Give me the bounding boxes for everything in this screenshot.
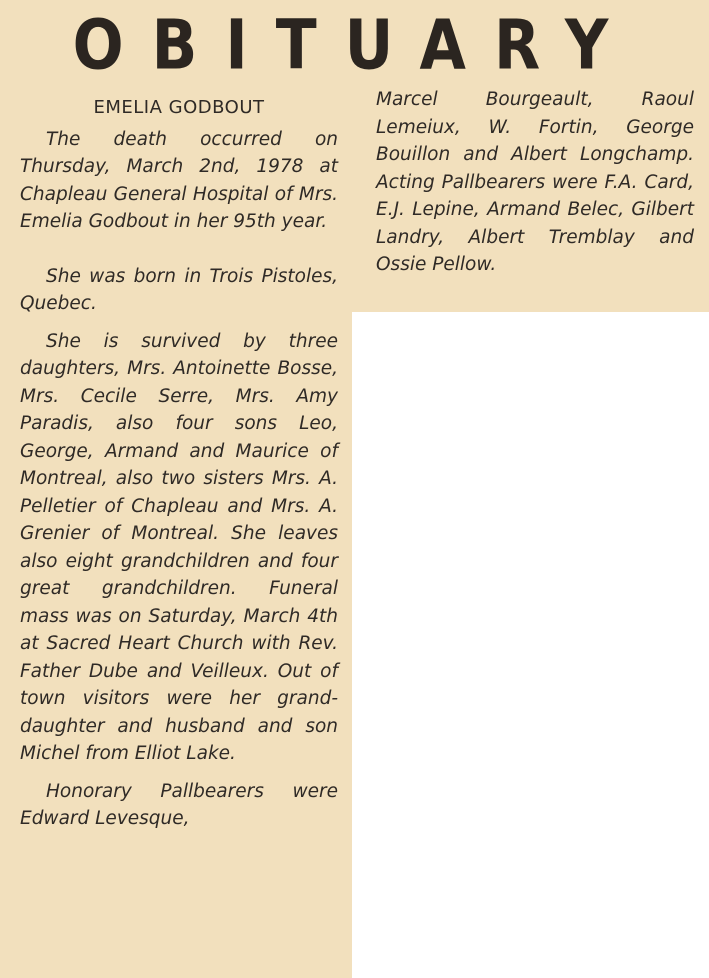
- paragraph-birthplace: She was born in Trois Pistoles, Quebec.: [20, 265, 338, 314]
- article-column-right: [376, 86, 694, 306]
- paragraph-survivors: She is survived by three daughters, Mrs. Antoinette Bosse, Mrs. Cecile Serre, Mrs. Amy Paradis, also four sons Leo, George, Armand and Maurice of Montreal, also two sisters Mrs. A. Pelletier of Chapleau and Mrs. A. Grenier of Montreal. She leaves also eight grandchildren and four great grandchildren. Funeral mass was on Saturday, March 4th at Sacred Heart Church with Rev. Father Dube and Veilleux. Out of town visitors were her grand-daughter and husband and son Michel from Elliot Lake.: [20, 330, 338, 764]
- masthead-title: OBITUARY: [72, 5, 637, 86]
- paragraph-death-notice: The death occurred on Thursday, March 2nd, 1978 at Chapleau General Hospital of Mrs. Emelia Godbout in her 95th year.: [20, 128, 338, 232]
- paragraph-honorary-pallbearers: Honorary Pallbearers were Edward Levesque,: [20, 780, 338, 829]
- paragraph-pallbearers-continued: Marcel Bourgeault, Raoul Lemeiux, W. Fortin, George Bouillon and Albert Longchamp. Acting Pallbearers were F.A. Card, E.J. Lepine, Armand Belec, Gilbert Landry, Albert Tremblay and Ossie Pellow.: [376, 89, 694, 275]
- article-column-left: [20, 94, 338, 860]
- obituary-headline: EMELIA GODBOUT: [93, 97, 265, 118]
